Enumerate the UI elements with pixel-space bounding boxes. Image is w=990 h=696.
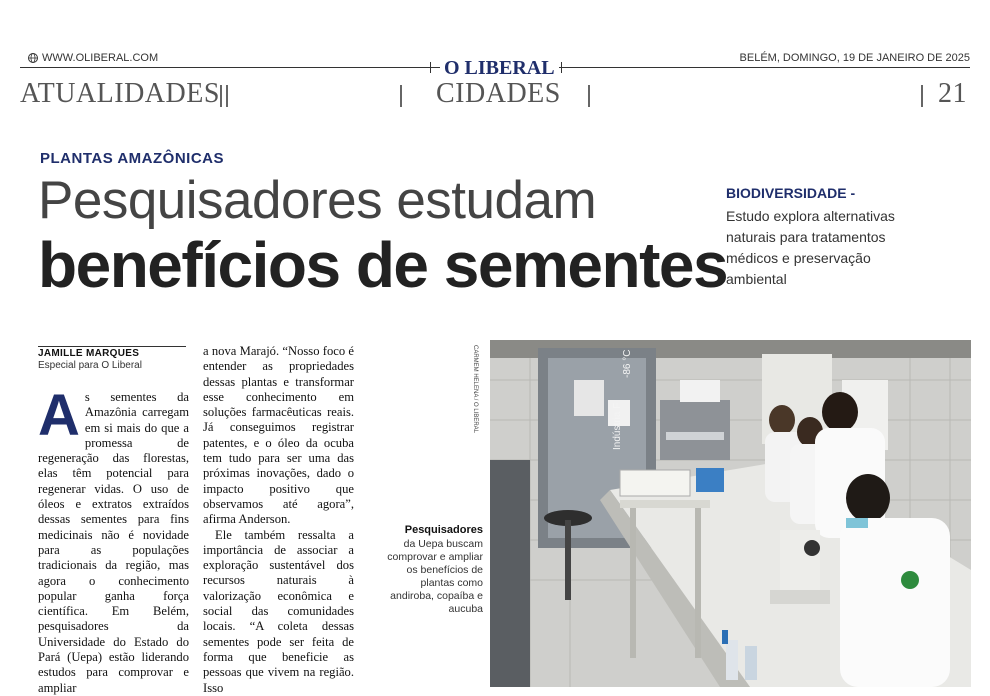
section-bar: [921, 85, 923, 107]
side-summary: Estudo explora alternativas naturais para tratamentos médicos e preservação ambiental: [726, 208, 895, 287]
brand-divider-right: [561, 62, 562, 73]
side-tag: [726, 185, 855, 201]
headline-line-2: benefícios de sementes: [38, 229, 728, 301]
section-bar: [588, 85, 590, 107]
website-line[interactable]: [28, 52, 158, 64]
body-column-1: [38, 383, 189, 696]
byline-rule: [38, 346, 186, 347]
section-cidades: CIDADES: [436, 78, 561, 109]
column-2-paragraph: a nova Marajó. “Nosso foco é entender as propriedades dessas plantas e transformar esse conhecimento em soluções farmacêuticas reais. Já conseguimos registrar patentes, e o óleo da ocuba tem tudo para ser uma das próximas inovações, dado o impacto positivo que observamos até agora”, afirma Anderson.: [203, 344, 354, 527]
section-bar: [226, 85, 228, 107]
freezer-temp: -86 °C: [622, 349, 633, 378]
lab-scene-illustration: [490, 340, 971, 687]
section-bar: [400, 85, 402, 107]
caption-title: Pesquisadores: [404, 524, 483, 536]
brand-logo: O LIBERAL: [440, 57, 559, 80]
side-tag-label: BIODIVERSIDADE: [726, 185, 847, 201]
article-kicker: PLANTAS AMAZÔNICAS: [40, 150, 224, 167]
headline-line-1: Pesquisadores estudam: [38, 171, 597, 230]
globe-icon: [28, 53, 38, 63]
section-bar: [220, 85, 222, 107]
dateline: BELÉM, DOMINGO, 19 DE JANEIRO DE 2025: [739, 52, 970, 64]
website-url[interactable]: WWW.OLIBERAL.COM: [42, 52, 159, 64]
page-number: 21: [938, 78, 967, 109]
brand-divider-left: [430, 62, 431, 73]
freezer-label: Indústria F: [612, 402, 623, 450]
author-role: Especial para O Liberal: [38, 360, 142, 371]
side-tag-dash: -: [850, 185, 856, 201]
lab-photo: [490, 340, 971, 687]
photo-credit: CARMEM HELENA / O LIBERAL: [472, 345, 478, 434]
body-column-2: [203, 344, 354, 696]
caption-text: da Uepa buscam comprovar e ampliar os benefícios de plantas como andiroba, copaíba e aucuba: [387, 538, 483, 615]
section-atualidades: ATUALIDADES: [20, 78, 220, 109]
column-2-paragraph: Ele também ressalta a importância de associar a exploração sustentável dos recursos naturais à valorização econômica e social das comunidades locais. “A coleta dessas sementes pode ser feita de forma que beneficie as pessoas que vivem na região. Isso: [203, 527, 354, 695]
drop-cap: A: [38, 383, 80, 448]
author-name: JAMILLE MARQUES: [38, 348, 140, 359]
column-1-text: s sementes da Amazônia carregam em si mais do que a promessa de regeneração das florestas, elas têm potencial para regenerar vidas. O uso de óleos e extratos extraídos dessas sementes para fins medicinais não é novidade para as populações tradicionais da região, mas agora o conhecimento popular ganha força científica. Em Belém, pesquisadores da Universidade do Estado do Pará (Uepa) estão liderando estudos para comprovar e ampliar: [38, 390, 189, 695]
